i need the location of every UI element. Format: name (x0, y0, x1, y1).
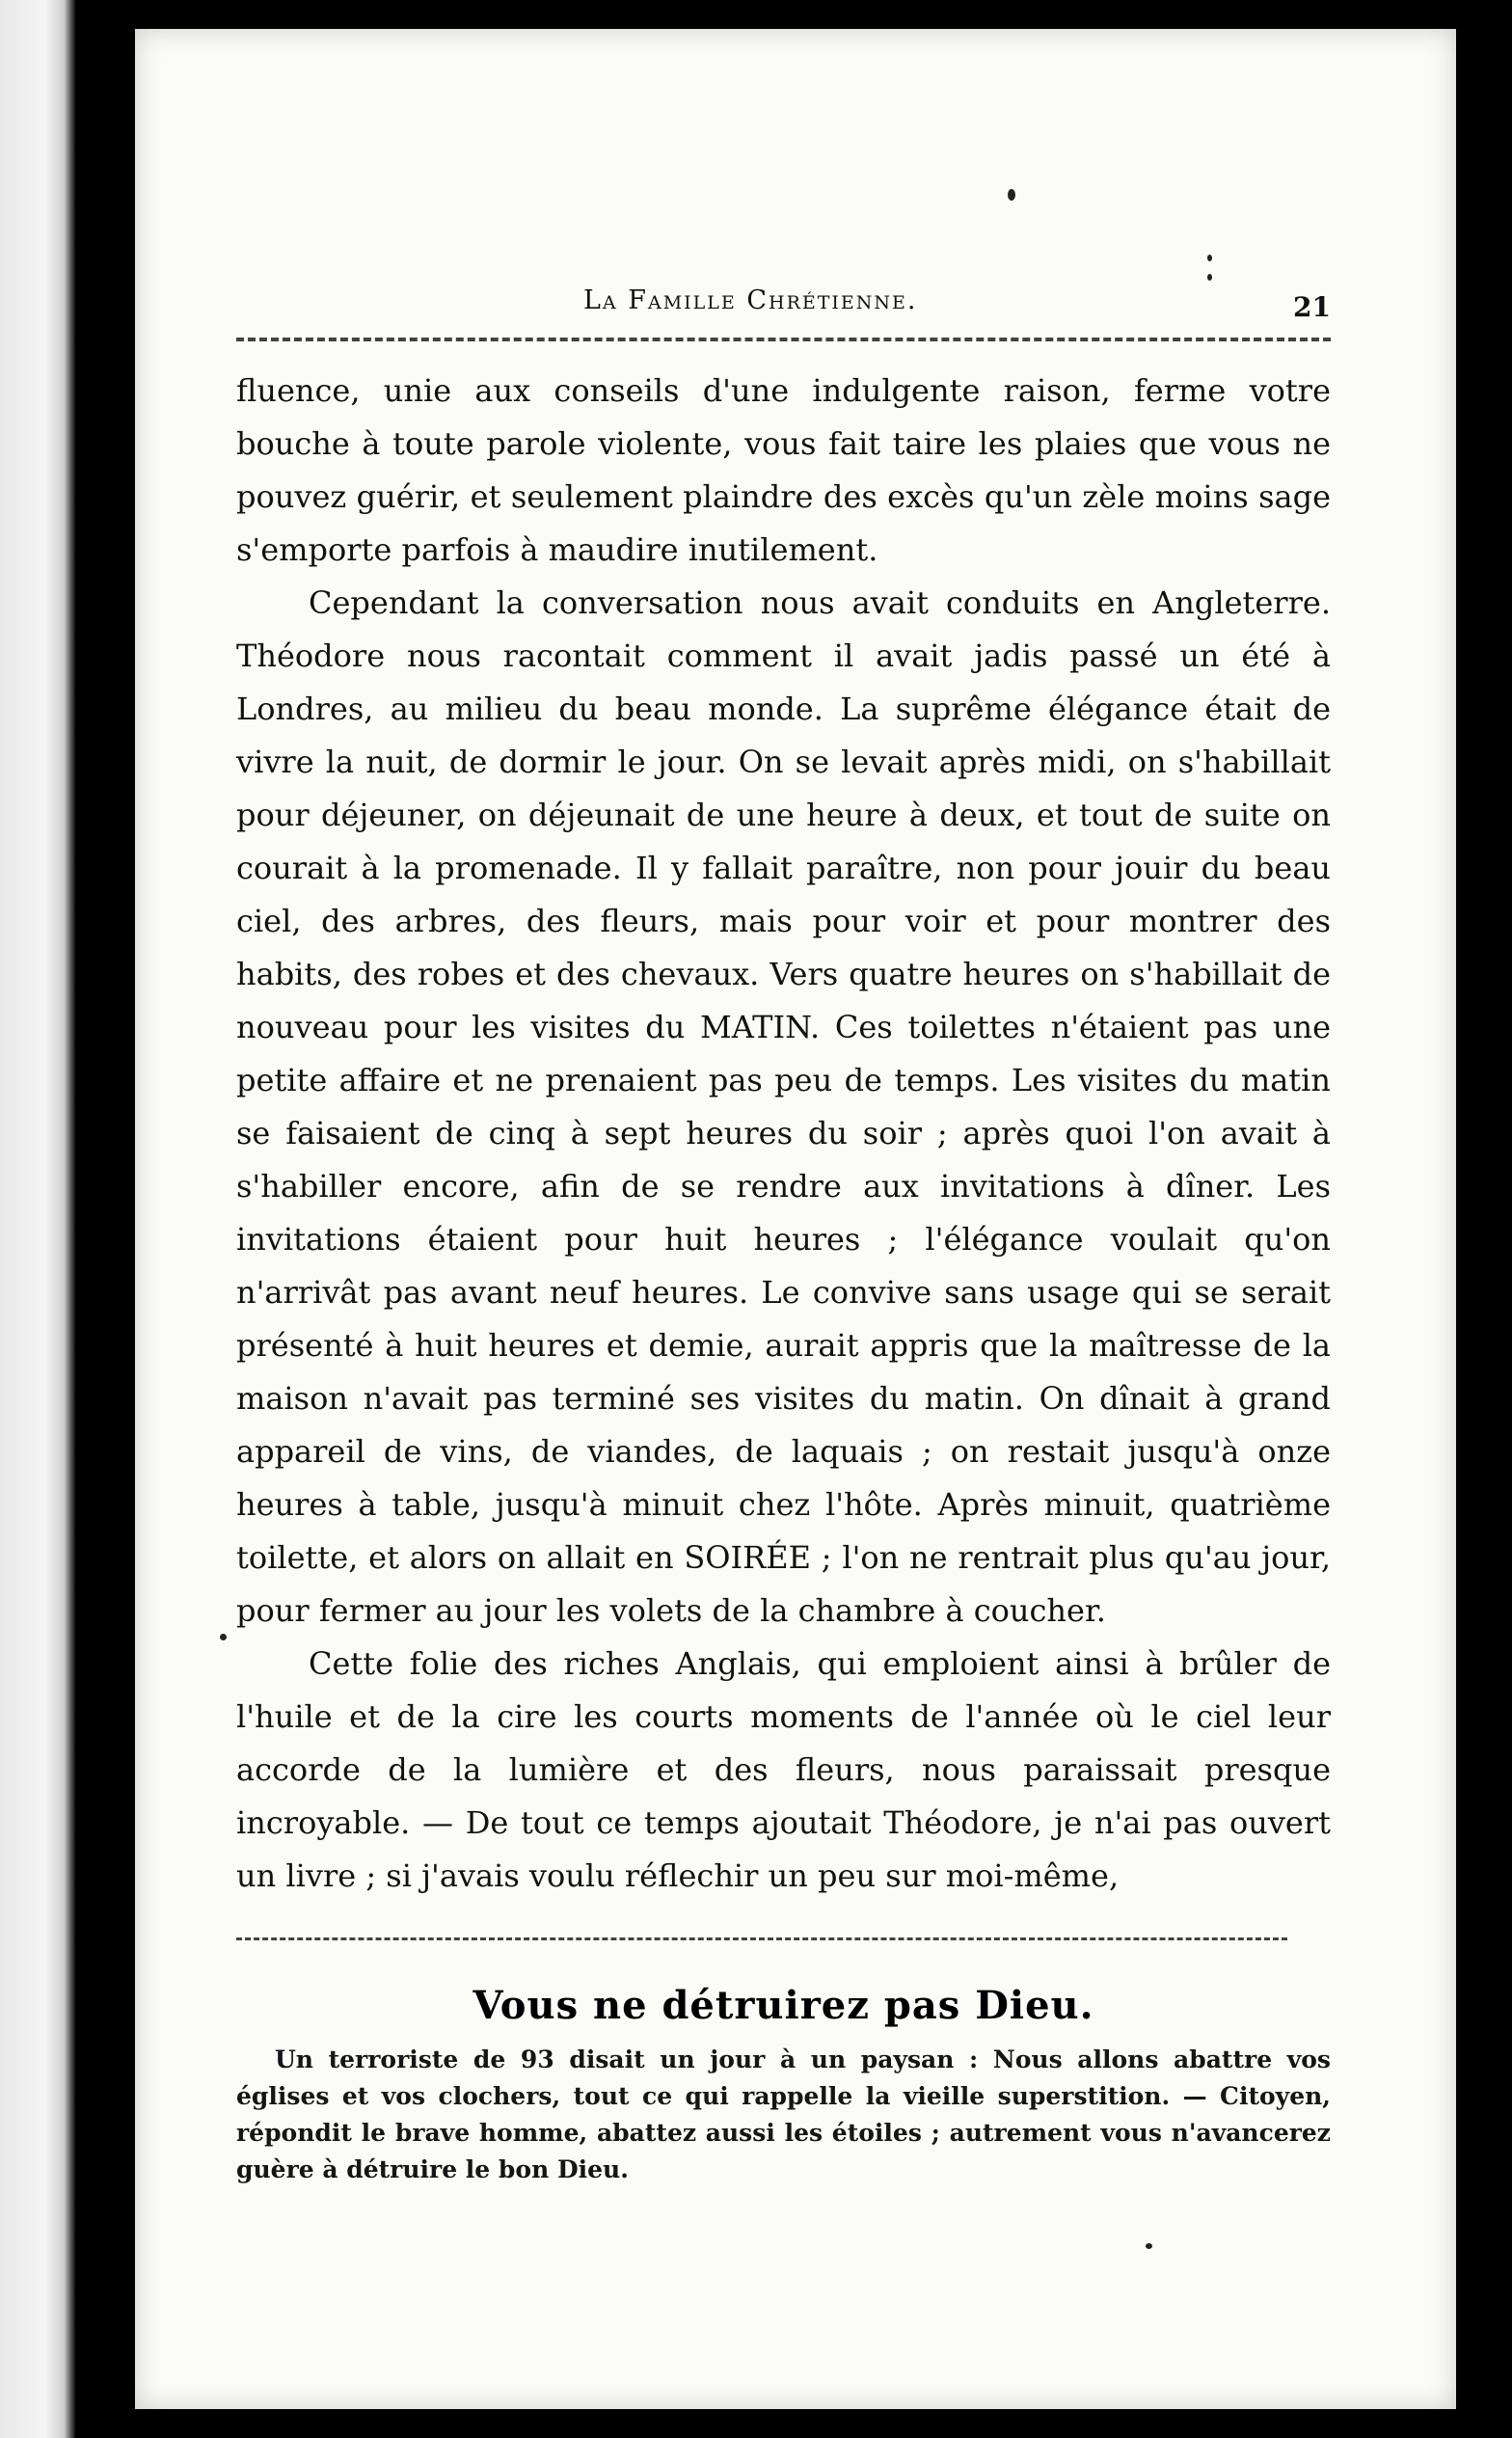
header-rule (236, 338, 1331, 341)
page-number: 21 (1293, 291, 1331, 323)
running-title: La Famille Chrétienne. (583, 285, 918, 315)
ink-speck (1207, 255, 1212, 261)
page-content (236, 285, 1331, 2188)
paragraph: Cependant la conversation nous avait conduits en Angleterre. Théodore nous racontait comment il avait jadis passé un été à Londres, au milieu du beau monde. La suprême élégance était de vivre la nuit, de dormir le jour. On se levait après midi, on s'habillait pour déjeuner, on déjeunait de une heure à deux, et tout de suite on courait à la promenade. Il y fallait paraître, non pour jouir du beau ciel, des arbres, des fleurs, mais pour voir et pour montrer des habits, des robes et des chevaux. Vers quatre heures on s'habillait de nouveau pour les visites du MATIN. Ces toilettes n'étaient pas une petite affaire et ne prenaient pas peu de temps. Les visites du matin se faisaient de cinq à sept heures du soir ; après quoi l'on avait à s'habiller encore, afin de se rendre aux invitations à dîner. Les invitations étaient pour huit heures ; l'élégance voulait qu'on n'arrivât pas avant neuf heures. Le convive sans usage qui se serait présenté à huit heures et demie, aurait appris que la maîtresse de la maison n'avait pas terminé ses visites du matin. On dînait à grand appareil de vins, de viandes, de laquais ; on restait jusqu'à onze heures à table, jusqu'à minuit chez l'hôte. Après minuit, quatrième toilette, et alors on allait en SOIRÉE ; l'on ne rentrait plus qu'au jour, pour fermer au jour les volets de la chambre à coucher. (236, 584, 1331, 1629)
ink-speck (1207, 274, 1212, 281)
ink-speck (220, 1634, 227, 1640)
section-separator (236, 1937, 1287, 1940)
ink-speck (1008, 189, 1015, 201)
paragraph: fluence, unie aux conseils d'une indulgente raison, ferme votre bouche à toute parole violente, vous fait taire les plaies que vous ne pouvez guérir, et seulement plaindre des excès qu'un zèle moins sage s'emporte parfois à maudire inutilement. (236, 372, 1331, 568)
anecdote-paragraph: Un terroriste de 93 disait un jour à un paysan : Nous allons abattre vos églises et vos clochers, tout ce qui rappelle la vieille superstition. — Citoyen, répondit le brave homme, abattez aussi les étoiles ; autrement vous n'avancerez guère à détruire le bon Dieu. (236, 2045, 1331, 2183)
paragraph: Cette folie des riches Anglais, qui emploient ainsi à brûler de l'huile et de la cire les courts moments de l'année où le ciel leur accorde de la lumière et des fleurs, nous paraissait presque incroyable. — De tout ce temps ajoutait Théodore, je n'ai pas ouvert un livre ; si j'avais voulu réflechir un peu sur moi-même, (236, 1645, 1331, 1894)
anecdote-box (236, 1983, 1331, 2188)
anecdote-title: Vous ne détruirez pas Dieu. (472, 1983, 1094, 2028)
anecdote-text (236, 2042, 1331, 2188)
page-header (236, 285, 1331, 336)
ink-speck (1146, 2243, 1152, 2249)
body-text (236, 365, 1331, 1903)
facing-page-edge (0, 0, 75, 2438)
